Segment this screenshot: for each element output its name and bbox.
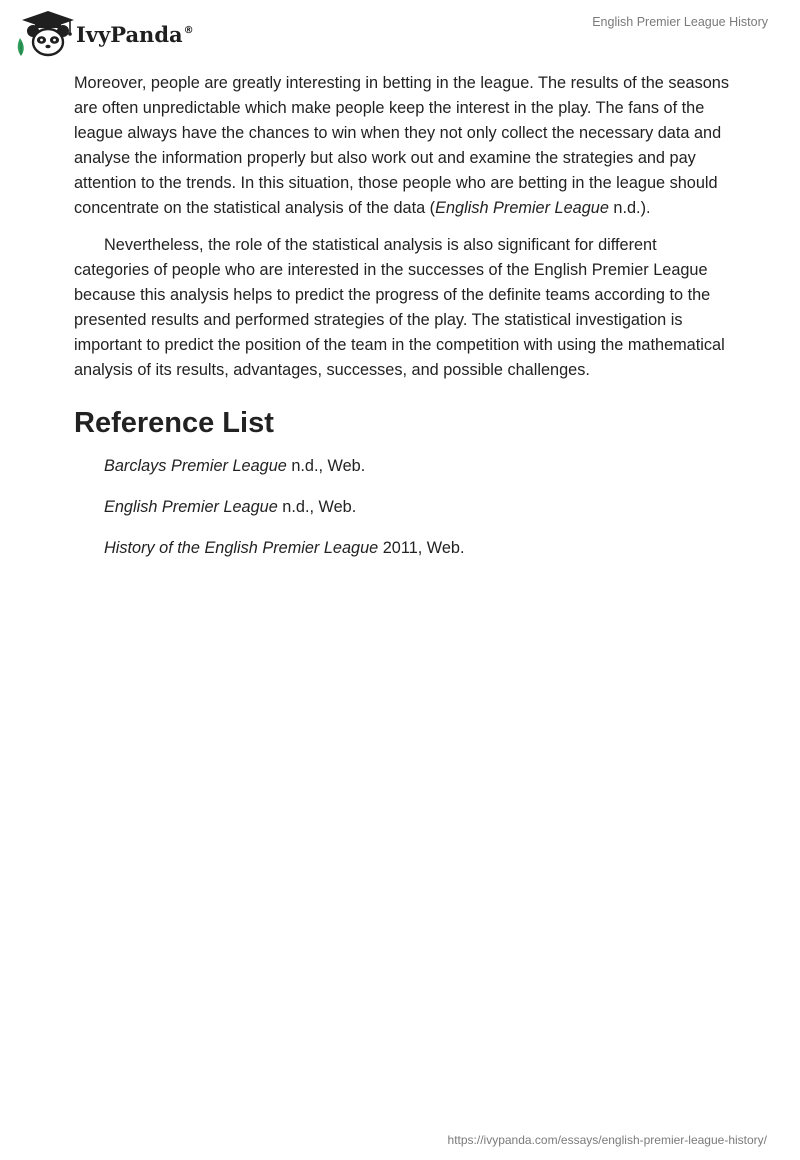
reference-list-heading: Reference List: [74, 407, 274, 439]
article-body: [74, 71, 730, 577]
registered-mark: ®: [183, 24, 194, 36]
reference-item: [104, 454, 730, 479]
reference-title: Barclays Premier League: [104, 457, 287, 475]
panda-graduate-icon: [14, 8, 74, 58]
page-header: [0, 0, 800, 66]
reference-title: English Premier League: [104, 498, 278, 516]
logo-wordmark: IvyPanda®: [76, 21, 194, 47]
reference-details: 2011, Web.: [378, 539, 465, 557]
reference-details: n.d., Web.: [286, 457, 366, 475]
reference-details: n.d., Web.: [277, 498, 357, 516]
source-url-link[interactable]: https://ivypanda.com/essays/english-premier-league-history/: [447, 1133, 767, 1147]
reference-list: [74, 454, 730, 561]
paragraph-betting: [74, 71, 730, 221]
reference-item: [104, 495, 730, 520]
paragraph-statistical-analysis: Nevertheless, the role of the statistical analysis is also significant for different categories of people who are interested in the successes of the English Premier League because this analysis helps to predict the progress of the definite teams according to the presented results and performed strategies of the play. The statistical investigation is important to predict the position of the team in the competition with using the mathematical analysis of its results, advantages, successes, and possible challenges.: [74, 236, 725, 379]
reference-item: [104, 536, 730, 561]
reference-title: History of the English Premier League: [104, 539, 379, 557]
citation-title: English Premier League: [435, 199, 609, 217]
paragraph-text: Moreover, people are greatly interesting in betting in the league. The results of the seasons are often unpredictable which make people keep the interest in the play. The fans of the league always have the chances to win when they not only collect the necessary data and analyse the information properly but also work out and examine the strategies and pay attention to the trends. In this situation, those people who are betting in the league should concentrate on the statistical analysis of the data (: [74, 74, 729, 217]
ivypanda-logo[interactable]: [14, 8, 194, 58]
paragraph-text: n.d.).: [608, 199, 651, 217]
document-title: English Premier League History: [592, 15, 768, 29]
